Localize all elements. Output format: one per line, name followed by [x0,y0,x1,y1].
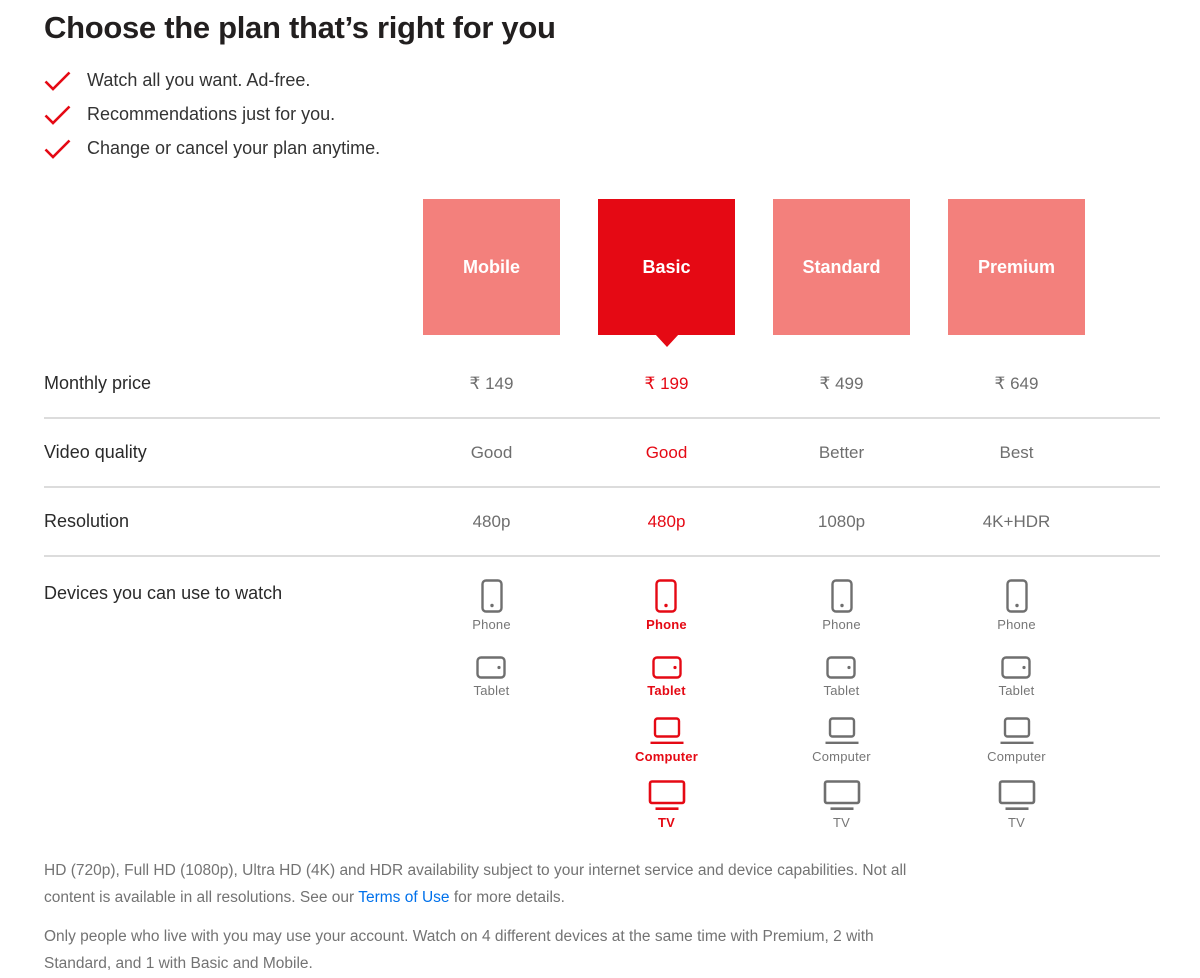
feature-value: Good [645,442,688,462]
terms-of-use-link[interactable]: Terms of Use [358,888,450,906]
device-label: Tablet [473,683,510,698]
device-label: Computer [635,749,698,764]
tablet-icon [826,656,856,679]
benefit-item [44,104,1160,125]
feature-value: 480p [472,511,511,531]
device-label: Computer [987,749,1046,764]
feature-value: ₹ 499 [819,373,864,393]
device-phone [822,566,861,632]
devices-cell [754,566,929,830]
plan-cards-row [44,199,1160,335]
plan-card-label: Premium [977,256,1056,277]
benefit-text: Watch all you want. Ad-free. [87,70,311,90]
benefits-list [44,70,1160,159]
benefit-text: Recommendations just for you. [87,104,336,124]
device-label: Phone [997,617,1036,632]
devices-cell [929,566,1104,830]
computer-icon [999,717,1035,745]
footnote-household: Only people who live with you may use your account. Watch on 4 different devices at the same time with Premium, 2 with Standard, and 1 with Basic and Mobile. [44,928,874,972]
device-label: TV [657,815,675,830]
device-tv [648,764,686,830]
device-phone [472,566,511,632]
tv-icon [998,780,1036,811]
feature-value: Best [999,442,1034,462]
computer-icon [824,717,860,745]
feature-row-resolution [44,488,1160,557]
plan-card-standard[interactable] [773,199,910,335]
phone-icon [1006,579,1028,613]
plan-card-mobile[interactable] [423,199,560,335]
device-label: Phone [646,617,687,632]
phone-icon [655,579,677,613]
plan-card-premium[interactable] [948,199,1085,335]
device-phone [997,566,1036,632]
device-label: Phone [822,617,861,632]
device-label: TV [832,815,850,830]
feature-value: 1080p [817,511,866,531]
plan-table [44,199,1160,830]
feature-value: Good [470,442,513,462]
plan-card-basic[interactable] [598,199,735,335]
plan-cell [579,199,754,335]
device-computer [635,698,698,764]
tv-icon [823,780,861,811]
device-label: Computer [812,749,871,764]
device-tv [823,764,861,830]
device-tablet [647,632,686,698]
feature-value: ₹ 149 [469,373,514,393]
check-icon [44,71,71,91]
check-icon [44,139,71,159]
tv-icon [648,780,686,811]
phone-icon [481,579,503,613]
device-label: Tablet [823,683,860,698]
feature-value: ₹ 199 [644,373,689,393]
feature-label: Monthly price [44,373,152,393]
computer-icon [649,717,685,745]
device-tablet [474,632,510,698]
feature-value: ₹ 649 [994,373,1039,393]
feature-label: Resolution [44,511,130,531]
device-tv [998,764,1036,830]
phone-icon [831,579,853,613]
feature-label: Video quality [44,442,147,462]
feature-row-monthly-price [44,350,1160,419]
spacer-cell [44,199,404,335]
plan-cell [754,199,929,335]
device-label: Tablet [647,683,686,698]
device-label: TV [1007,815,1025,830]
plan-cell [929,199,1104,335]
page-title: Choose the plan that’s right for you [44,10,556,45]
plan-card-label: Mobile [463,256,520,277]
plan-cell [404,199,579,335]
devices-cell [404,566,579,698]
device-phone [646,566,687,632]
footnotes [44,858,1160,978]
plan-card-label: Basic [642,256,691,277]
device-label: Tablet [998,683,1035,698]
benefit-item [44,138,1160,159]
device-label: Phone [472,617,511,632]
benefit-text: Change or cancel your plan anytime. [87,138,381,158]
benefit-item [44,70,1160,91]
footnote-text: for more details. [449,888,565,906]
feature-row-video-quality [44,419,1160,488]
device-computer [812,698,871,764]
feature-value: 4K+HDR [982,511,1051,531]
check-icon [44,105,71,125]
footnote-hd-availability [44,858,928,911]
device-tablet [999,632,1035,698]
feature-value: 480p [647,511,686,531]
devices-label: Devices you can use to watch [44,583,283,603]
device-tablet [824,632,860,698]
devices-row [44,557,1160,830]
device-computer [987,698,1046,764]
tablet-icon [652,656,682,679]
devices-cell [579,566,754,830]
footnote-text: HD (720p), Full HD (1080p), Ultra HD (4K) and HDR availability subject to your internet service and device capabilities. Not all content is available in all resolutions. See our [44,862,907,906]
plan-card-label: Standard [802,256,881,277]
feature-value: Better [818,442,865,462]
tablet-icon [476,656,506,679]
tablet-icon [1001,656,1031,679]
